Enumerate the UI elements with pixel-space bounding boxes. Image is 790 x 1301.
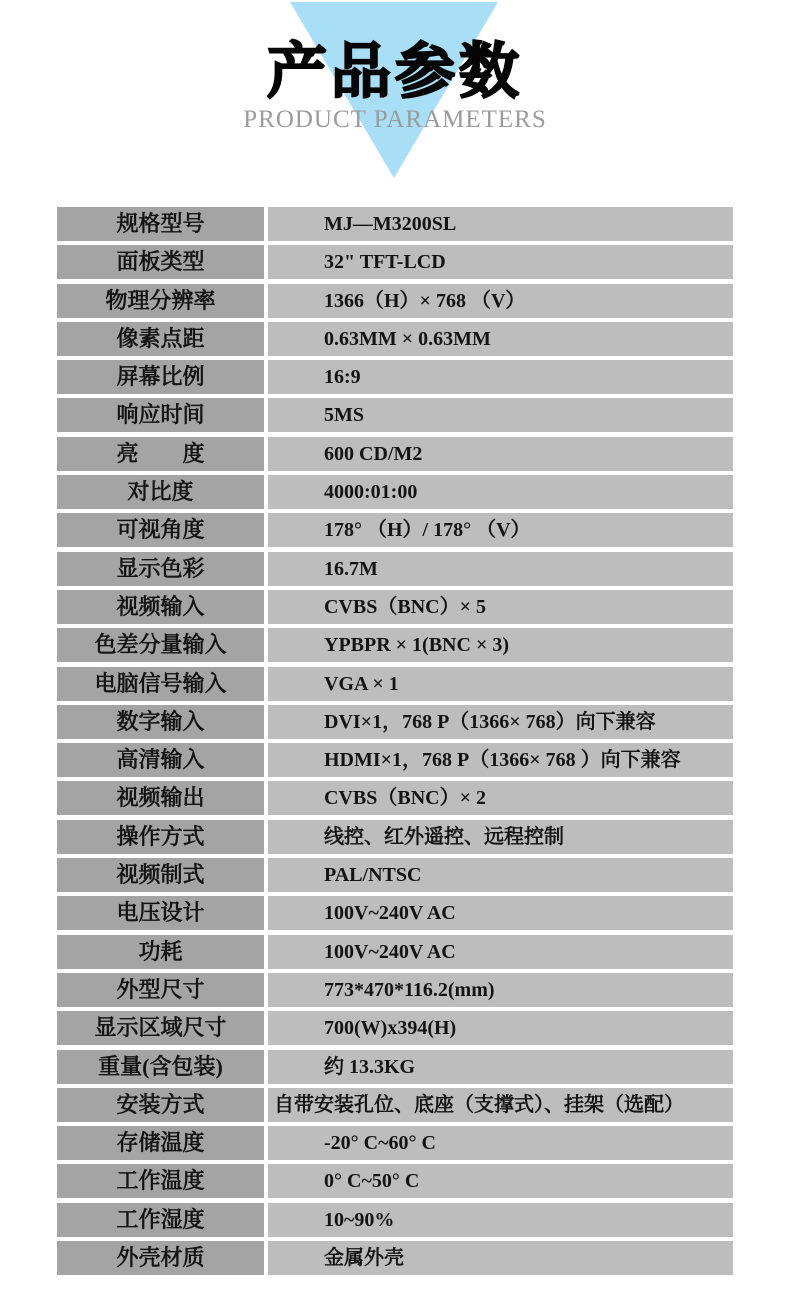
- spec-label: 电压设计: [57, 896, 264, 930]
- spec-label: 显示色彩: [57, 552, 264, 586]
- spec-label: 面板类型: [57, 245, 264, 279]
- spec-value: 金属外壳: [268, 1241, 733, 1275]
- spec-row: [57, 284, 733, 318]
- page-header: [0, 0, 790, 205]
- spec-row: [57, 1011, 733, 1045]
- spec-label: 外壳材质: [57, 1241, 264, 1275]
- spec-value: PAL/NTSC: [268, 858, 733, 892]
- spec-value: 773*470*116.2(mm): [268, 973, 733, 1007]
- spec-value: 600 CD/M2: [268, 437, 733, 471]
- spec-row: [57, 858, 733, 892]
- spec-value: 1366（H）× 768 （V）: [268, 284, 733, 318]
- spec-label: 色差分量输入: [57, 628, 264, 662]
- spec-label: 视频输出: [57, 781, 264, 815]
- spec-value: 700(W)x394(H): [268, 1011, 733, 1045]
- spec-value: 32" TFT-LCD: [268, 245, 733, 279]
- spec-label: 可视角度: [57, 513, 264, 547]
- spec-value: MJ—M3200SL: [268, 207, 733, 241]
- spec-row: [57, 935, 733, 969]
- spec-label: 规格型号: [57, 207, 264, 241]
- spec-label: 数字输入: [57, 705, 264, 739]
- spec-value: 100V~240V AC: [268, 896, 733, 930]
- spec-row: [57, 513, 733, 547]
- spec-row: [57, 705, 733, 739]
- spec-row: [57, 973, 733, 1007]
- spec-label: 安装方式: [57, 1088, 264, 1122]
- spec-label: 操作方式: [57, 820, 264, 854]
- spec-row: [57, 590, 733, 624]
- spec-row: [57, 322, 733, 356]
- spec-value: 0.63MM × 0.63MM: [268, 322, 733, 356]
- spec-label: 重量(含包装): [57, 1050, 264, 1084]
- spec-value: HDMI×1，768 P（1366× 768 ）向下兼容: [268, 743, 733, 777]
- spec-label: 视频输入: [57, 590, 264, 624]
- page-subtitle: PRODUCT PARAMETERS: [243, 106, 547, 133]
- spec-row: [57, 896, 733, 930]
- spec-value: 4000:01:00: [268, 475, 733, 509]
- spec-label: 像素点距: [57, 322, 264, 356]
- spec-row: [57, 820, 733, 854]
- spec-value: 178° （H）/ 178° （V）: [268, 513, 733, 547]
- spec-row: [57, 437, 733, 471]
- spec-row: [57, 360, 733, 394]
- spec-value: 10~90%: [268, 1203, 733, 1237]
- spec-label: 工作温度: [57, 1164, 264, 1198]
- spec-row: [57, 628, 733, 662]
- spec-label: 视频制式: [57, 858, 264, 892]
- spec-label: 存储温度: [57, 1126, 264, 1160]
- spec-row: [57, 207, 733, 241]
- spec-value: 16.7M: [268, 552, 733, 586]
- spec-row: [57, 475, 733, 509]
- spec-label: 高清输入: [57, 743, 264, 777]
- spec-value: DVI×1，768 P（1366× 768）向下兼容: [268, 705, 733, 739]
- spec-row: [57, 245, 733, 279]
- spec-value: CVBS（BNC）× 5: [268, 590, 733, 624]
- spec-row: [57, 552, 733, 586]
- spec-row: [57, 781, 733, 815]
- spec-table: [57, 207, 733, 1275]
- spec-label: 对比度: [57, 475, 264, 509]
- spec-label: 显示区域尺寸: [57, 1011, 264, 1045]
- spec-value: YPBPR × 1(BNC × 3): [268, 628, 733, 662]
- spec-label: 屏幕比例: [57, 360, 264, 394]
- spec-value: 自带安装孔位、底座（支撑式）、挂架（选配）: [268, 1088, 733, 1122]
- spec-row: [57, 1050, 733, 1084]
- spec-value: VGA × 1: [268, 667, 733, 701]
- spec-value: 约 13.3KG: [268, 1050, 733, 1084]
- spec-label: 电脑信号输入: [57, 667, 264, 701]
- spec-value: 0° C~50° C: [268, 1164, 733, 1198]
- spec-value: 线控、红外遥控、远程控制: [268, 820, 733, 854]
- spec-value: CVBS（BNC）× 2: [268, 781, 733, 815]
- page-title: 产品参数: [267, 38, 523, 105]
- spec-row: [57, 743, 733, 777]
- spec-value: 16:9: [268, 360, 733, 394]
- spec-label: 工作湿度: [57, 1203, 264, 1237]
- spec-label: 功耗: [57, 935, 264, 969]
- spec-value: -20° C~60° C: [268, 1126, 733, 1160]
- spec-row: [57, 1203, 733, 1237]
- spec-label: 物理分辨率: [57, 284, 264, 318]
- spec-row: [57, 1164, 733, 1198]
- spec-label: 外型尺寸: [57, 973, 264, 1007]
- spec-label: 亮 度: [57, 437, 264, 471]
- spec-value: 5MS: [268, 398, 733, 432]
- spec-row: [57, 1126, 733, 1160]
- spec-value: 100V~240V AC: [268, 935, 733, 969]
- spec-row: [57, 398, 733, 432]
- spec-label: 响应时间: [57, 398, 264, 432]
- spec-row: [57, 1088, 733, 1122]
- spec-row: [57, 667, 733, 701]
- spec-row: [57, 1241, 733, 1275]
